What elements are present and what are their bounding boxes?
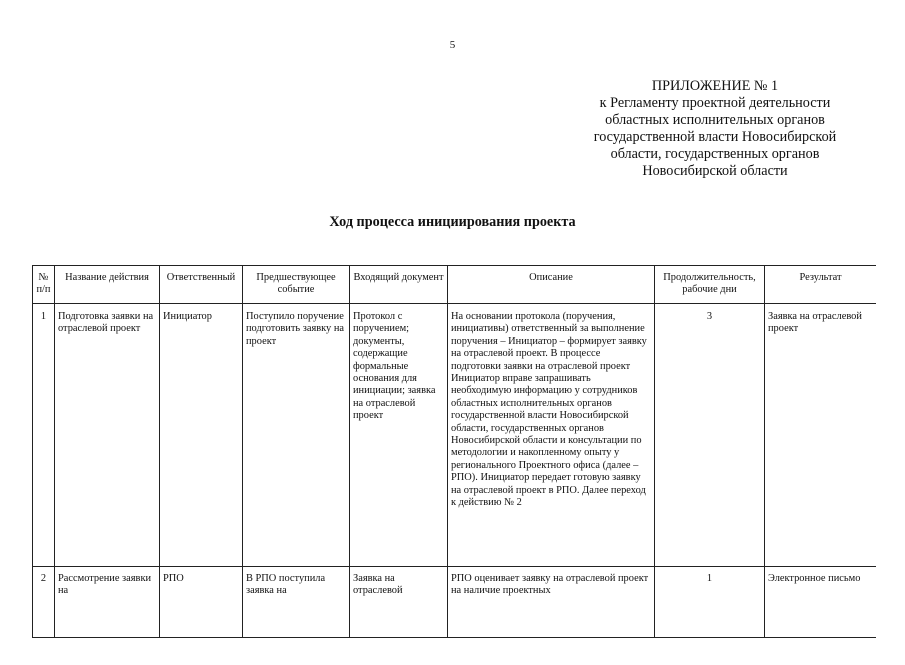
cell-action: Рассмотрение заявки на xyxy=(55,567,160,638)
appendix-header xyxy=(560,78,870,180)
page-number: 5 xyxy=(449,39,456,51)
table-row xyxy=(33,304,877,567)
header-cell-number: № п/п xyxy=(33,266,55,304)
appendix-line: государственной власти Новосибирской xyxy=(593,129,837,145)
cell-duration: 3 xyxy=(655,304,765,567)
appendix-heading: ПРИЛОЖЕНИЕ № 1 xyxy=(651,78,779,94)
cell-input-document: Заявка на отраслевой xyxy=(350,567,448,638)
cell-description: РПО оценивает заявку на отраслевой проект на наличие проектных xyxy=(448,567,655,638)
appendix-line: Новосибирской области xyxy=(642,163,788,179)
header-cell-action: Название действия xyxy=(55,266,160,304)
cell-responsible: Инициатор xyxy=(160,304,243,567)
appendix-line: области, государственных органов xyxy=(610,146,820,162)
cell-previous-event: В РПО поступила заявка на xyxy=(243,567,350,638)
header-cell-responsible: Ответственный xyxy=(160,266,243,304)
cell-action: Подготовка заявки на отраслевой проект xyxy=(55,304,160,567)
table-row xyxy=(33,567,877,638)
process-table xyxy=(32,265,876,638)
cell-input-document: Протокол с поручением; документы, содержащие формальные основания для инициации; заявка на отраслевой проект xyxy=(350,304,448,567)
cell-responsible: РПО xyxy=(160,567,243,638)
cell-result: Заявка на отраслевой проект xyxy=(765,304,877,567)
cell-result: Электронное письмо xyxy=(765,567,877,638)
header-cell-description: Описание xyxy=(448,266,655,304)
cell-number: 1 xyxy=(33,304,55,567)
header-cell-input-document: Входящий документ xyxy=(350,266,448,304)
table-header-row xyxy=(33,266,877,304)
header-cell-duration: Продолжительность, рабочие дни xyxy=(655,266,765,304)
cell-number: 2 xyxy=(33,567,55,638)
header-cell-result: Результат xyxy=(765,266,877,304)
appendix-line: областных исполнительных органов xyxy=(605,112,825,128)
cell-duration: 1 xyxy=(655,567,765,638)
process-table-container xyxy=(32,265,876,665)
cell-previous-event: Поступило поручение подготовить заявку на проект xyxy=(243,304,350,567)
document-title: Ход процесса инициирования проекта xyxy=(329,214,576,230)
cell-description: На основании протокола (поручения, инициативы) ответственный за выполнение поручения – Инициатор – формирует заявку на отраслевой проект. В процессе подготовки заявки на отраслевой проект Инициатор вправе запрашивать необходимую информацию у сотрудников областных исполнительных органов государственной власти Новосибирской области, государственных органов Новосибирской области и консультации по методологии и накопленному опыту у регионального Проектного офиса (далее – РПО). Инициатор передает готовую заявку на отраслевой проект в РПО. Далее переход к действию № 2 xyxy=(448,304,655,567)
header-cell-previous-event: Предшествующее событие xyxy=(243,266,350,304)
appendix-line: к Регламенту проектной деятельности xyxy=(599,95,831,111)
